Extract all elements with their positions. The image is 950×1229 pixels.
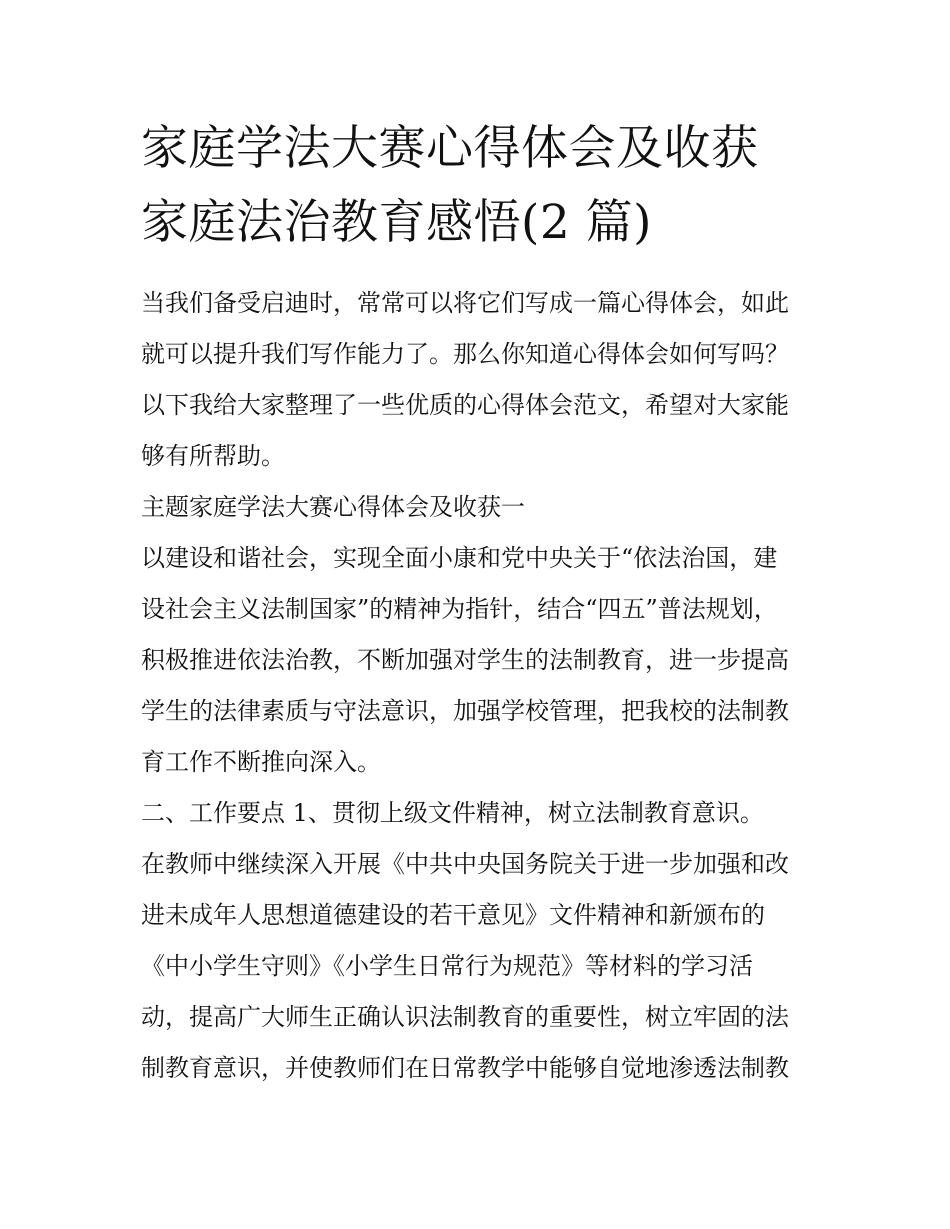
body-line: 以下我给大家整理了一些优质的心得体会范文，希望对大家能	[141, 391, 789, 419]
document-content	[141, 112, 813, 1094]
body-line: 学生的法律素质与守法意识，加强学校管理，把我校的法制教	[141, 697, 789, 725]
document-body	[141, 278, 813, 1094]
body-line: 当我们备受启迪时，常常可以将它们写成一篇心得体会，如此	[141, 289, 789, 317]
body-line: 就可以提升我们写作能力了。那么你知道心得体会如何写吗？	[141, 340, 789, 368]
body-line: 以建设和谐社会，实现全面小康和党中央关于“依法治国，建	[141, 544, 778, 572]
title-line: 家庭学法大赛心得体会及收获	[141, 121, 759, 176]
body-line: 进未成年人思想道德建设的若干意见》文件精神和新颁布的	[141, 901, 765, 929]
body-line: 《中小学生守则》《小学生日常行为规范》等材料的学习活	[141, 952, 753, 980]
body-line: 设社会主义法制国家”的精神为指针，结合“四五”普法规划，	[141, 595, 778, 623]
body-line: 制教育意识，并使教师们在日常教学中能够自觉地渗透法制教	[141, 1054, 789, 1082]
section-heading: 二、工作要点 1、贯彻上级文件精神，树立法制教育意识。	[141, 799, 764, 827]
body-line: 育工作不断推向深入。	[141, 748, 381, 776]
section-heading: 主题家庭学法大赛心得体会及收获一	[141, 493, 525, 521]
body-line: 积极推进依法治教，不断加强对学生的法制教育，进一步提高	[141, 646, 789, 674]
body-line: 在教师中继续深入开展《中共中央国务院关于进一步加强和改	[141, 850, 789, 878]
body-line: 动，提高广大师生正确认识法制教育的重要性，树立牢固的法	[141, 1003, 789, 1031]
title-line: 家庭法治教育感悟(2 篇)	[141, 195, 653, 250]
document-title	[141, 112, 813, 260]
body-line: 够有所帮助。	[141, 442, 285, 470]
